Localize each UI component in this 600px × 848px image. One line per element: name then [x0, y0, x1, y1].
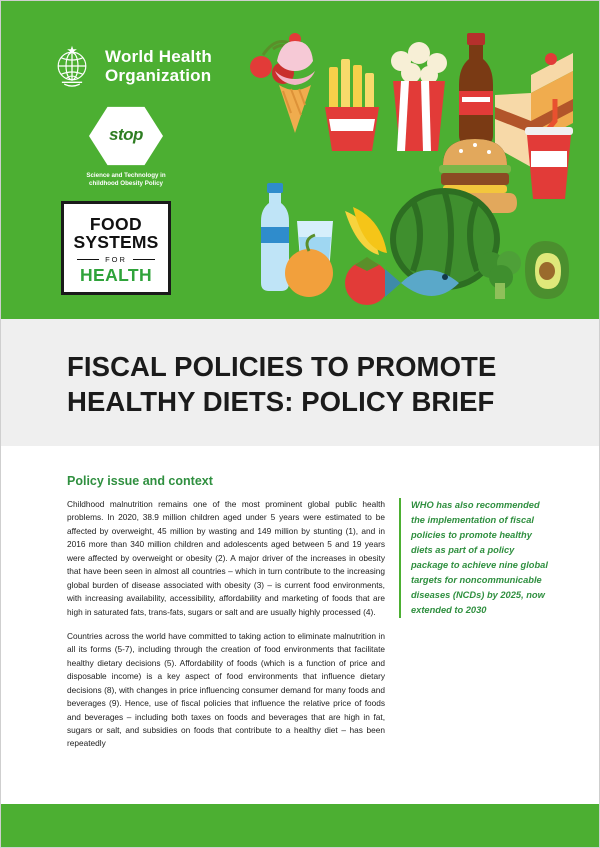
- fsh-line-food: FOOD: [89, 214, 143, 234]
- main-text-column: [67, 498, 385, 762]
- body-area: [1, 446, 600, 804]
- who-logo-line1: World Health: [105, 46, 212, 66]
- stop-hexagon-icon: [89, 105, 163, 167]
- broccoli-icon: [478, 251, 521, 299]
- fsh-line-systems: SYSTEMS: [73, 232, 159, 253]
- who-logo-text: [105, 47, 212, 85]
- header-band: [1, 1, 600, 319]
- cola-bottle-icon: [459, 33, 493, 145]
- banana-bunch-icon: [345, 207, 387, 255]
- body-paragraph-2: Countries across the world have committed to taking action to eliminate malnutrition in all its forms (5-7), including through the creation of food environments that facilitate healthy dietary decisions (5). Affordability of foods (which is a function of price and disposable income) is a key aspect of food environments that influence dietary decisions (8), with changes in price influencing consumer demand for many foods and beverages (9). Hence, use of fiscal policies that influence the relative price of foods and beverages – including both taxes on foods and beverages that are high in fat, sugars or salt, and subsidies on foods that contribute to a healthy diet – has been repeatedly: [67, 630, 385, 749]
- who-logo-line2: Organization: [105, 66, 212, 85]
- popcorn-icon: [391, 42, 447, 151]
- stop-caption-line1: Science and Technology in: [86, 172, 166, 179]
- stop-logo-caption: [79, 172, 173, 189]
- body-paragraph-1: Childhood malnutrition remains one of the most prominent global public health problems. In 2020, 38.9 million children aged under 5 years were estimated to be affected by overweight, 45 million by wasting and 149 million by stunting (1), and in 2016 more than 340 million children and adolescents aged between 5 and 19 years were affected by overweight or obesity (2). A major driver of the increases in obesity that have been seen in almost all countries – which in turn contribute to the increasing global burden of disease associated with obesity (3) – is current food environments, with increasing availability, accessibility, affordability and marketing of foods that are high in saturated fats, trans-fats, sugars or salt and are usually highly processed (4).: [67, 499, 385, 617]
- fsh-line-health: HEALTH: [79, 264, 153, 285]
- who-emblem-icon: [49, 43, 95, 89]
- tomato-icon: [345, 257, 389, 305]
- avocado-icon: [525, 241, 569, 299]
- french-fries-icon: [325, 59, 379, 151]
- title-band: [1, 319, 600, 446]
- stop-caption-line2: childhood Obesity Policy: [89, 180, 163, 188]
- pull-quote: WHO has also recommended the implementation of fiscal policies to promote healthy diets as part of a policy package to achieve nine global targets for noncommunicable diseases (NCDs) by 2025, now extended to 2030: [411, 500, 548, 616]
- food-systems-for-health-logo: [61, 201, 171, 295]
- water-bottle-icon: [261, 183, 289, 291]
- page-title: FISCAL POLICIES TO PROMOTE HEALTHY DIETS: POLICY BRIEF: [67, 351, 497, 418]
- footer-band: [1, 804, 600, 848]
- section-heading: Policy issue and context: [67, 474, 213, 488]
- stop-logo-label: stop: [109, 125, 143, 144]
- pull-quote-column: [399, 498, 549, 618]
- food-and-drinks-illustration: [233, 15, 593, 315]
- stop-logo: [79, 105, 173, 189]
- fsh-line-for: FOR: [64, 255, 168, 264]
- who-logo: [49, 43, 212, 89]
